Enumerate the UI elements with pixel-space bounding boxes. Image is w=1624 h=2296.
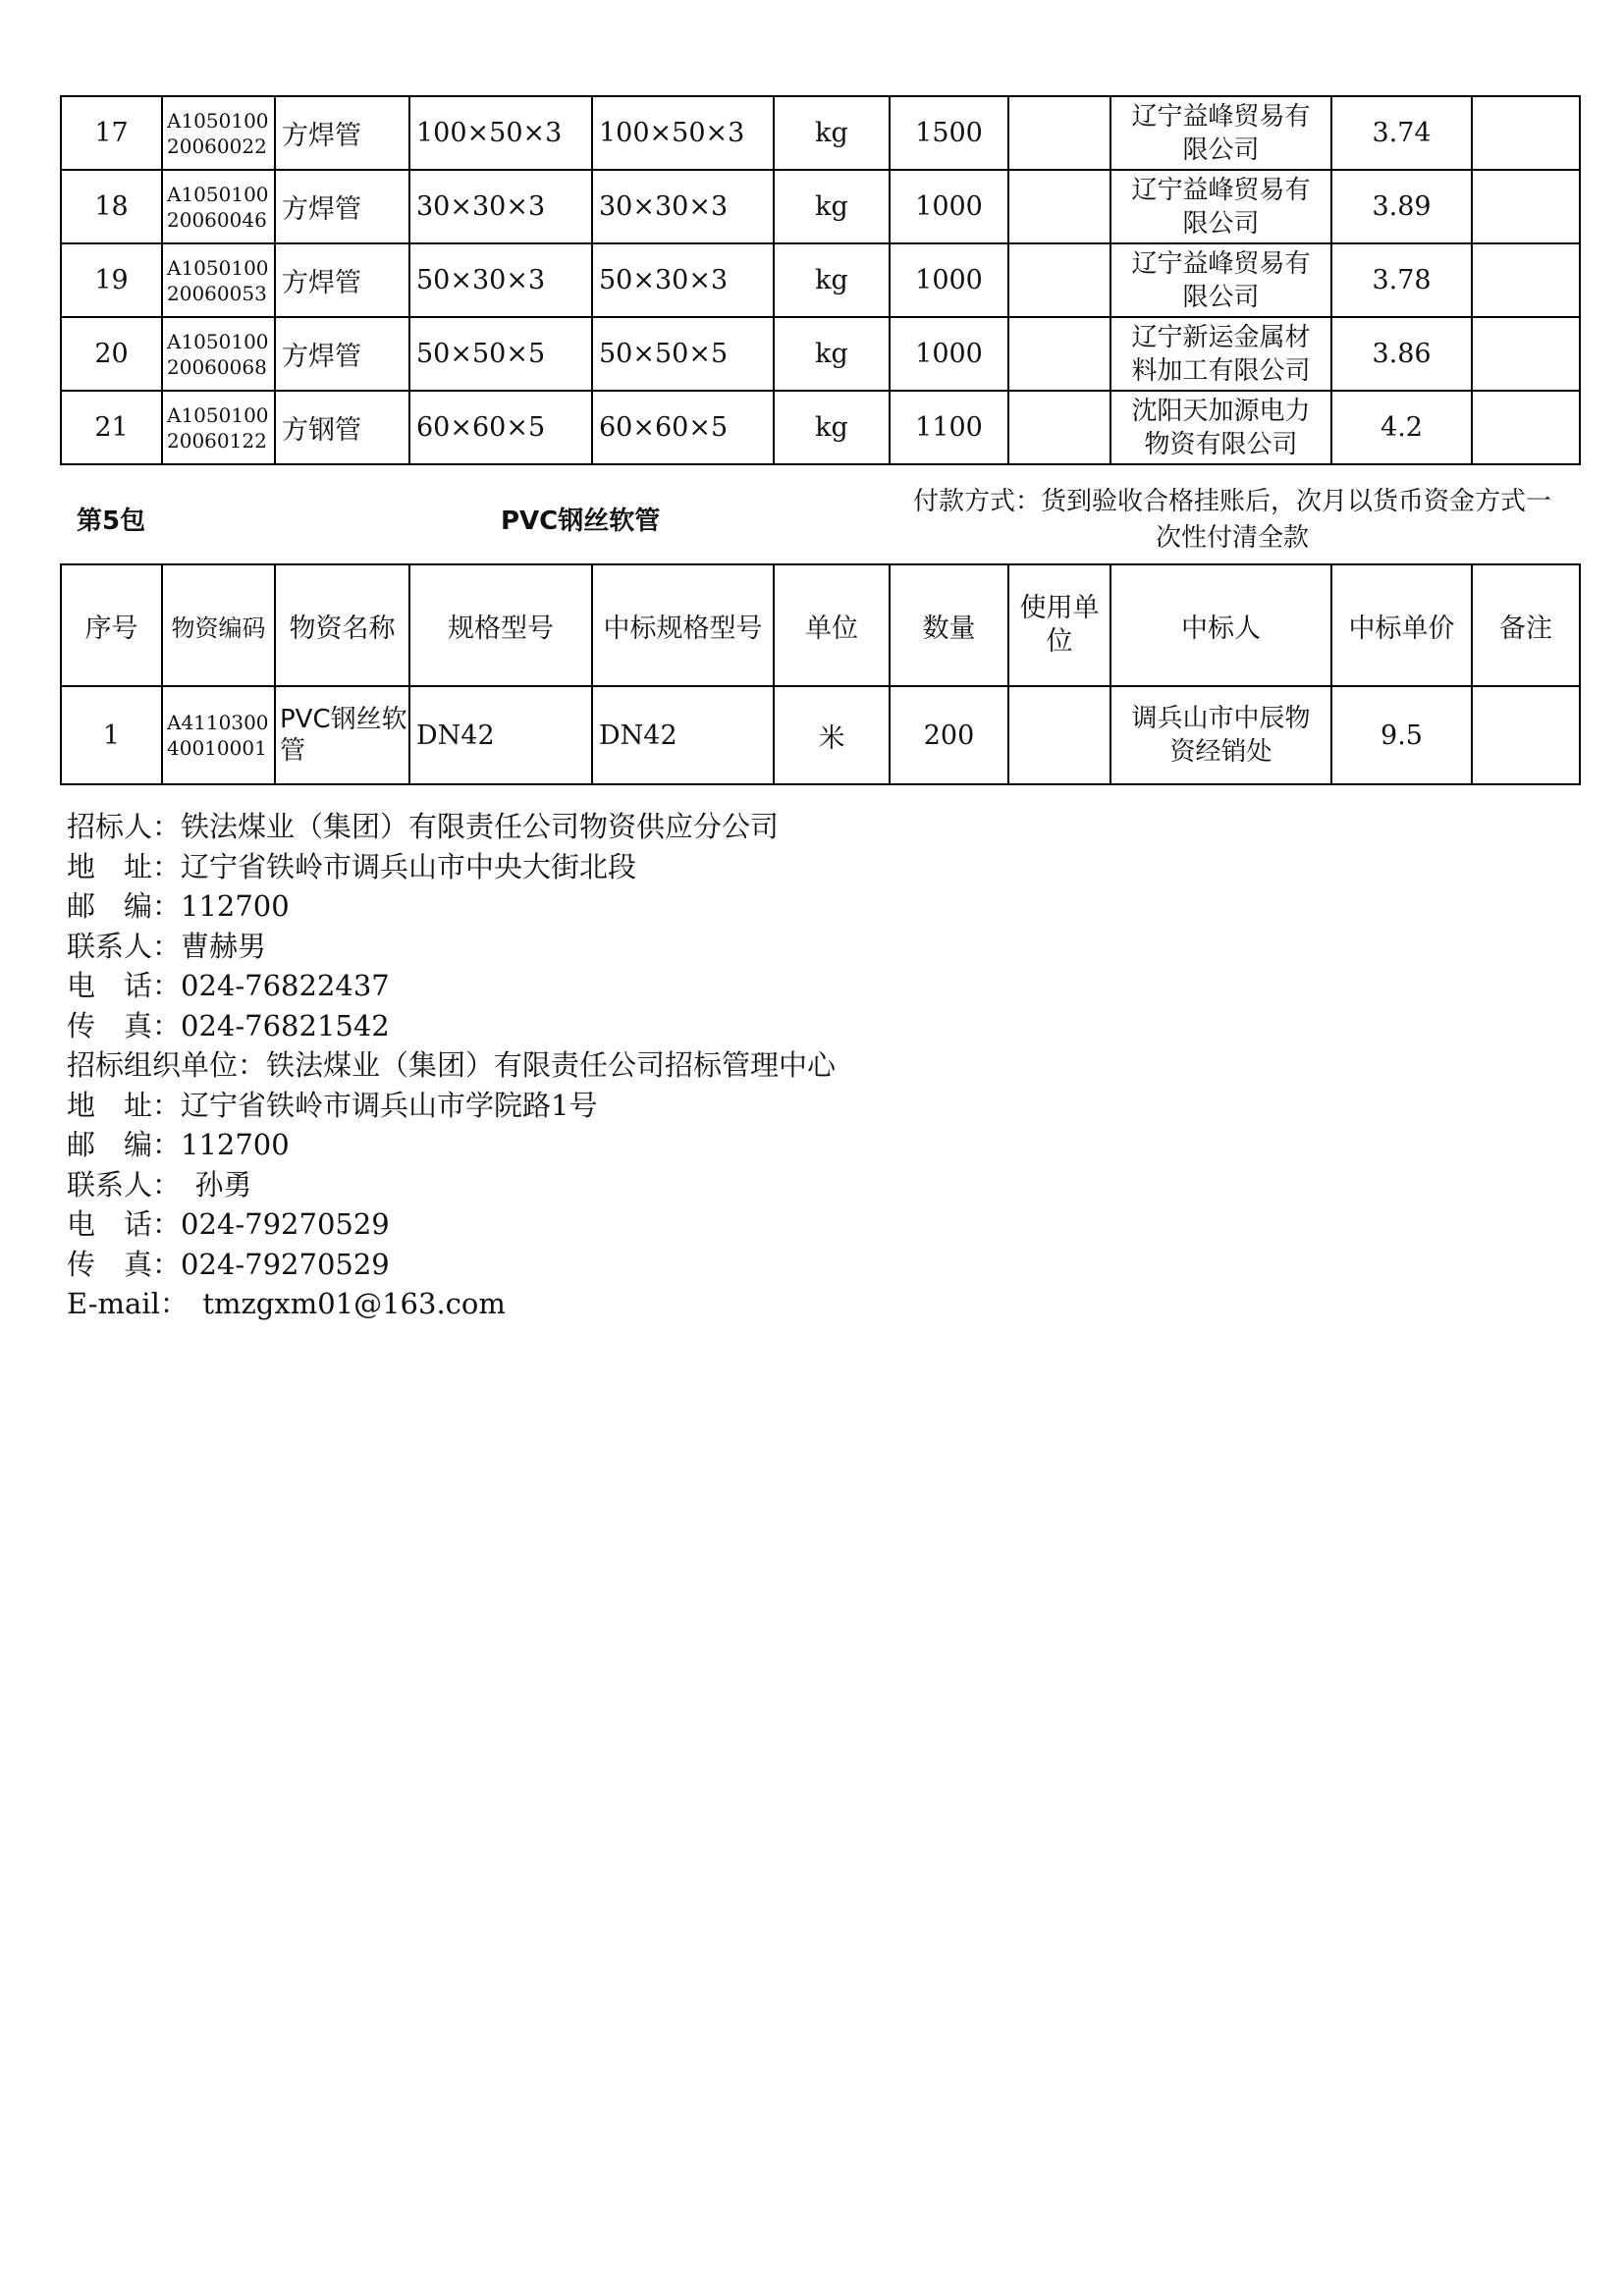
cell-qty: 1100 xyxy=(890,391,1008,464)
cell-price: 3.89 xyxy=(1331,170,1472,243)
cell-code-line: 40010001 xyxy=(167,736,267,760)
cell-code xyxy=(162,317,275,391)
tenderer-address: 地 址：辽宁省铁岭市调兵山市中央大街北段 xyxy=(67,849,637,883)
header-dept-line: 使用单 xyxy=(1019,593,1100,623)
agency-fax: 传 真：024-79270529 xyxy=(67,1247,390,1281)
cell-seq: 18 xyxy=(61,170,162,243)
cell-supplier xyxy=(1110,96,1331,170)
header-dept xyxy=(1008,564,1110,686)
cell-supplier-line: 沈阳天加源电力 xyxy=(1131,396,1311,426)
tenderer-postcode: 邮 编：112700 xyxy=(67,889,290,923)
cell-name-line: PVC钢丝软 xyxy=(280,705,407,734)
cell-dept xyxy=(1008,686,1110,784)
header-unit: 单位 xyxy=(774,564,890,686)
cell-note xyxy=(1472,686,1580,784)
table-row xyxy=(61,96,1580,170)
cell-unit: kg xyxy=(774,243,890,317)
cell-code-line: 20060068 xyxy=(167,354,267,379)
cell-spec: 50×50×5 xyxy=(409,317,592,391)
cell-price: 9.5 xyxy=(1331,686,1472,784)
cell-supplier-line: 调兵山市中辰物 xyxy=(1131,704,1311,733)
cell-name: 方焊管 xyxy=(275,170,409,243)
cell-spec: 100×50×3 xyxy=(409,96,592,170)
cell-supplier xyxy=(1110,170,1331,243)
cell-supplier-line: 辽宁益峰贸易有 xyxy=(1131,101,1311,132)
cell-name: 方焊管 xyxy=(275,243,409,317)
agency-phone: 电 话：024-79270529 xyxy=(67,1207,390,1241)
cell-supplier-line: 辽宁益峰贸易有 xyxy=(1131,175,1311,205)
cell-code-line: 20060122 xyxy=(167,428,267,453)
package-name: PVC钢丝软管 xyxy=(501,507,661,536)
contact-block xyxy=(67,807,836,1324)
cell-unit: kg xyxy=(774,317,890,391)
cell-note xyxy=(1472,243,1580,317)
cell-supplier xyxy=(1110,391,1331,464)
cell-unit: 米 xyxy=(774,686,890,784)
cell-unit: kg xyxy=(774,391,890,464)
cell-seq: 20 xyxy=(61,317,162,391)
cell-qty: 1000 xyxy=(890,170,1008,243)
header-note: 备注 xyxy=(1472,564,1580,686)
cell-bid-spec: 50×30×3 xyxy=(592,243,774,317)
header-code: 物资编码 xyxy=(162,564,275,686)
cell-bid-spec: 30×30×3 xyxy=(592,170,774,243)
cell-supplier-line: 资经销处 xyxy=(1169,737,1272,767)
cell-supplier xyxy=(1110,686,1331,784)
cell-supplier-line: 限公司 xyxy=(1182,208,1260,239)
header-supplier: 中标人 xyxy=(1110,564,1331,686)
cell-code-line: A1050100 xyxy=(167,402,269,427)
cell-bid-spec: 100×50×3 xyxy=(592,96,774,170)
table-header-row xyxy=(61,564,1580,686)
cell-spec: DN42 xyxy=(409,686,592,784)
cell-supplier xyxy=(1110,243,1331,317)
payment-terms xyxy=(889,484,1576,557)
cell-spec: 30×30×3 xyxy=(409,170,592,243)
header-seq: 序号 xyxy=(61,564,162,686)
cell-dept xyxy=(1008,96,1110,170)
cell-supplier-line: 限公司 xyxy=(1182,282,1260,312)
cell-qty: 200 xyxy=(890,686,1008,784)
cell-seq: 1 xyxy=(61,686,162,784)
cell-supplier-line: 限公司 xyxy=(1182,134,1260,165)
cell-code-line: 20060053 xyxy=(167,281,267,305)
agency-contact: 联系人： 孙勇 xyxy=(67,1167,252,1201)
cell-code-line: 20060046 xyxy=(167,207,267,232)
table-row xyxy=(61,243,1580,317)
agency-postcode: 邮 编：112700 xyxy=(67,1128,290,1161)
tenderer-contact: 联系人：曹赫男 xyxy=(67,929,267,963)
tenderer-name: 招标人：铁法煤业（集团）有限责任公司物资供应分公司 xyxy=(67,810,780,843)
cell-dept xyxy=(1008,243,1110,317)
payment-terms-line: 次性付清全款 xyxy=(1155,523,1309,553)
cell-code xyxy=(162,391,275,464)
cell-supplier-line: 辽宁新运金属材 xyxy=(1131,322,1311,352)
cell-price: 3.86 xyxy=(1331,317,1472,391)
cell-code-line: 20060022 xyxy=(167,133,267,158)
cell-supplier xyxy=(1110,317,1331,391)
cell-price: 3.74 xyxy=(1331,96,1472,170)
cell-code-line: A1050100 xyxy=(167,108,269,133)
cell-note xyxy=(1472,170,1580,243)
package-label: 第5包 xyxy=(77,507,146,536)
cell-qty: 1500 xyxy=(890,96,1008,170)
header-spec: 规格型号 xyxy=(409,564,592,686)
cell-name xyxy=(275,686,409,784)
cell-code-line: A1050100 xyxy=(167,255,269,280)
cell-note xyxy=(1472,96,1580,170)
agency-email: E-mail： tmzgxm01@163.com xyxy=(67,1287,506,1320)
header-price: 中标单价 xyxy=(1331,564,1472,686)
cell-dept xyxy=(1008,391,1110,464)
cell-code xyxy=(162,243,275,317)
cell-qty: 1000 xyxy=(890,243,1008,317)
award-table-package-5 xyxy=(60,563,1581,785)
cell-supplier-line: 物资有限公司 xyxy=(1144,429,1298,459)
cell-supplier-line: 料加工有限公司 xyxy=(1131,355,1311,386)
cell-code-line: A1050100 xyxy=(167,329,269,353)
cell-note xyxy=(1472,391,1580,464)
cell-name: 方钢管 xyxy=(275,391,409,464)
cell-seq: 17 xyxy=(61,96,162,170)
header-bid-spec: 中标规格型号 xyxy=(592,564,774,686)
cell-price: 4.2 xyxy=(1331,391,1472,464)
header-name: 物资名称 xyxy=(275,564,409,686)
cell-code xyxy=(162,686,275,784)
table-row xyxy=(61,686,1580,784)
cell-code xyxy=(162,170,275,243)
cell-spec: 60×60×5 xyxy=(409,391,592,464)
cell-name: 方焊管 xyxy=(275,96,409,170)
cell-supplier-line: 辽宁益峰贸易有 xyxy=(1131,248,1311,279)
award-table-continued xyxy=(60,95,1581,465)
payment-terms-line: 付款方式：货到验收合格挂账后，次月以货币资金方式一 xyxy=(912,487,1551,516)
cell-name-line: 管 xyxy=(280,736,306,766)
tenderer-phone: 电 话：024-76822437 xyxy=(67,969,390,1002)
cell-price: 3.78 xyxy=(1331,243,1472,317)
agency-name: 招标组织单位：铁法煤业（集团）有限责任公司招标管理中心 xyxy=(67,1048,837,1082)
cell-unit: kg xyxy=(774,96,890,170)
tenderer-fax: 传 真：024-76821542 xyxy=(67,1008,390,1042)
header-qty: 数量 xyxy=(890,564,1008,686)
cell-seq: 19 xyxy=(61,243,162,317)
header-dept-line: 位 xyxy=(1046,626,1073,657)
cell-dept xyxy=(1008,170,1110,243)
cell-bid-spec: 50×50×5 xyxy=(592,317,774,391)
agency-address: 地 址：辽宁省铁岭市调兵山市学院路1号 xyxy=(67,1088,598,1122)
table-row xyxy=(61,170,1580,243)
cell-dept xyxy=(1008,317,1110,391)
cell-code xyxy=(162,96,275,170)
cell-bid-spec: 60×60×5 xyxy=(592,391,774,464)
cell-note xyxy=(1472,317,1580,391)
cell-spec: 50×30×3 xyxy=(409,243,592,317)
cell-qty: 1000 xyxy=(890,317,1008,391)
cell-code-line: A1050100 xyxy=(167,182,269,206)
cell-bid-spec: DN42 xyxy=(592,686,774,784)
cell-unit: kg xyxy=(774,170,890,243)
cell-code-line: A4110300 xyxy=(167,711,269,734)
table-row xyxy=(61,317,1580,391)
cell-seq: 21 xyxy=(61,391,162,464)
cell-name: 方焊管 xyxy=(275,317,409,391)
table-row xyxy=(61,391,1580,464)
